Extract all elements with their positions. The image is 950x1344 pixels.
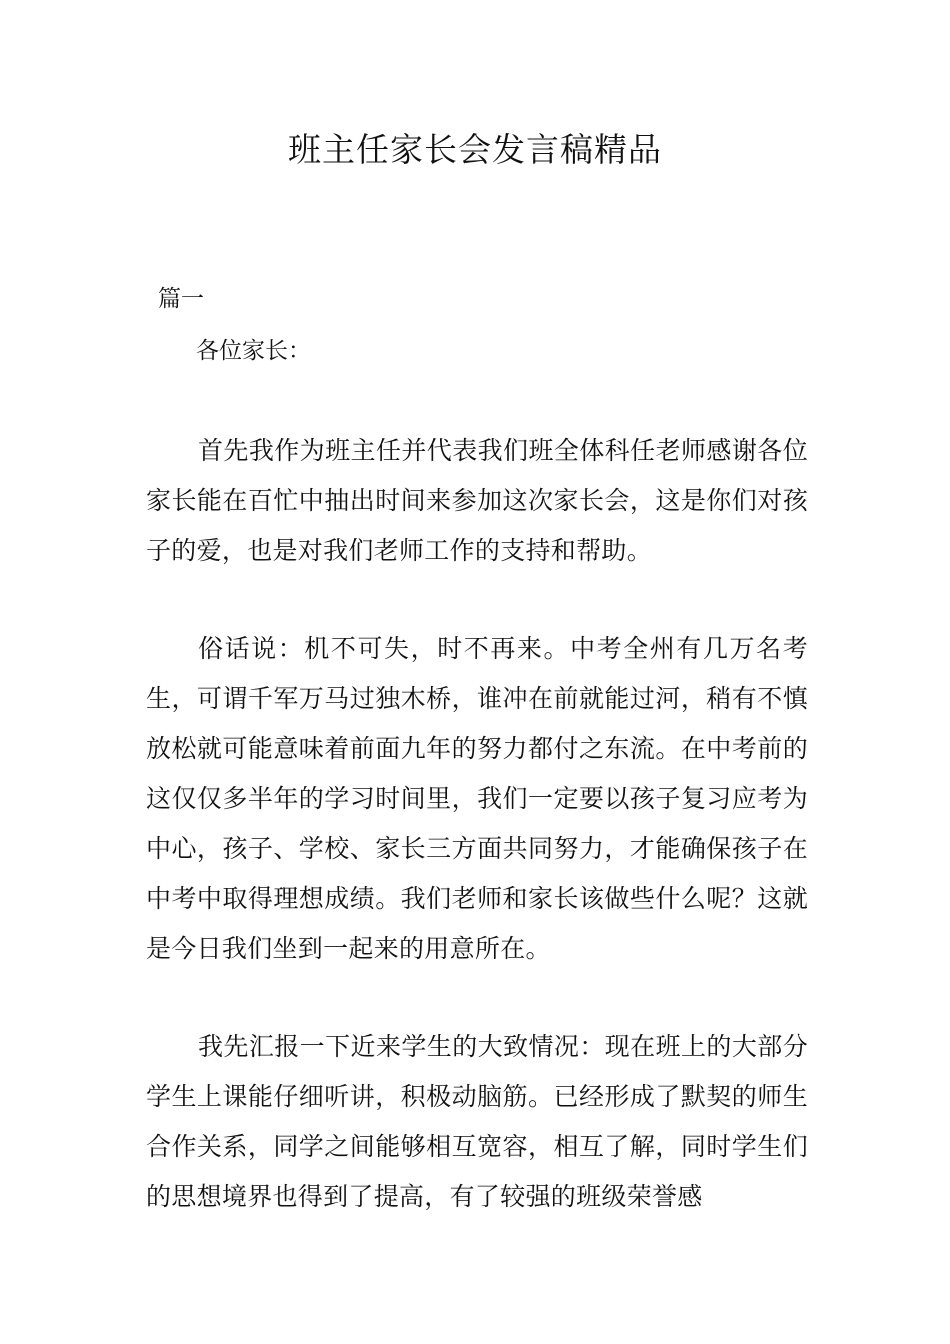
section-label: 篇一	[158, 286, 204, 312]
paragraph-3: 我先汇报一下近来学生的大致情况：现在班上的大部分学生上课能仔细听讲，积极动脑筋。已经形成了默契的师生合作关系，同学之间能够相互宽容，相互了解，同时学生们的思想境界也得到了提高，有了较强的班级荣誉感	[146, 1032, 808, 1211]
paragraph-2: 俗话说：机不可失，时不再来。中考全州有几万名考生，可谓千军万马过独木桥，谁冲在前就能过河，稍有不慎放松就可能意味着前面九年的努力都付之东流。在中考前的这仅仅多半年的学习时间里，我们一定要以孩子复习应考为中心，孩子、学校、家长三方面共同努力，才能确保孩子在中考中取得理想成绩。我们老师和家长该做些什么呢？这就是今日我们坐到一起来的用意所在。	[146, 634, 808, 963]
greeting: 各位家长：	[196, 338, 311, 364]
paragraph-1: 首先我作为班主任并代表我们班全体科任老师感谢各位家长能在百忙中抽出时间来参加这次家长会，这是你们对孩子的爱，也是对我们老师工作的支持和帮助。	[146, 436, 808, 565]
document-title: 班主任家长会发言稿精品	[288, 130, 662, 169]
